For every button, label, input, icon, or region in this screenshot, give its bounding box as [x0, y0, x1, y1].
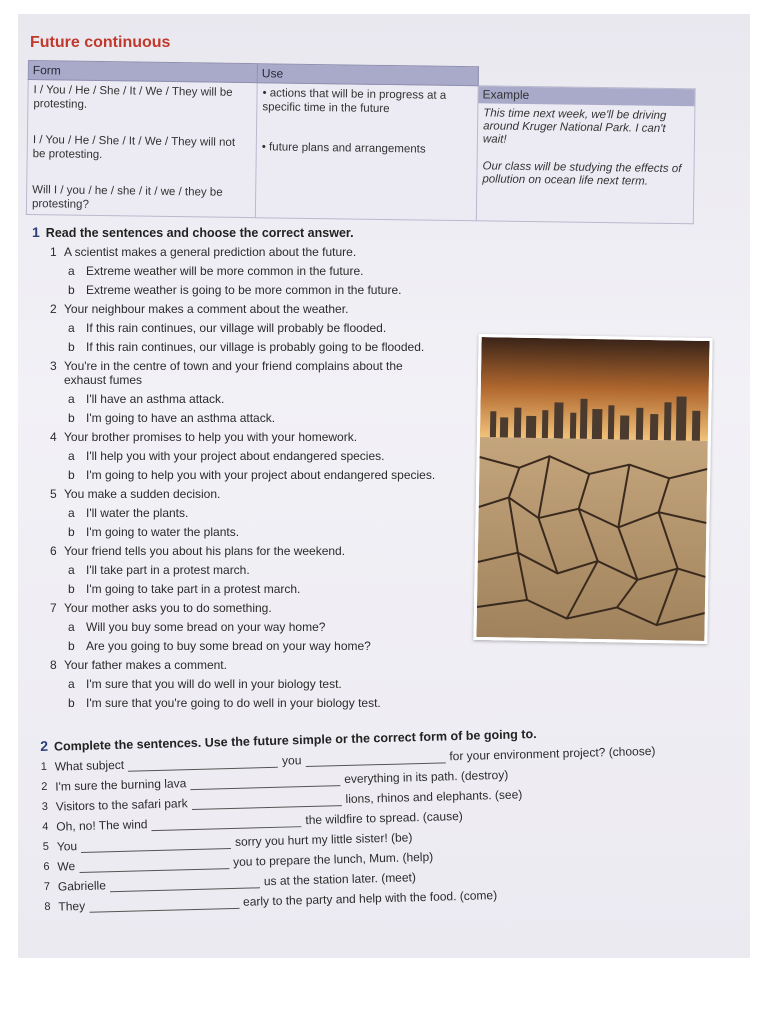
- answer-blank[interactable]: [79, 858, 229, 873]
- answer-blank[interactable]: [151, 816, 301, 831]
- use-header: Use: [257, 64, 478, 86]
- answer-blank[interactable]: [81, 838, 231, 853]
- form-cell: [26, 80, 257, 218]
- answer-blank[interactable]: [110, 877, 260, 892]
- use-1: • actions that will be in progress at a specific time in the future: [262, 87, 447, 116]
- option-a[interactable]: a Extreme weather will be more common in the future.: [68, 264, 364, 278]
- option-b[interactable]: b I'm going to have an asthma attack.: [68, 411, 276, 425]
- answer-blank[interactable]: [128, 757, 278, 772]
- option-b[interactable]: b I'm going to water the plants.: [68, 525, 240, 539]
- example-1: This time next week, we'll be driving around Kruger National Park. I can't wait!: [482, 107, 667, 146]
- fill-line-6: 6 We you to prepare the lunch, Mum. (help): [43, 849, 434, 874]
- question-8: 8 Your father makes a comment. a I'm sure that you will do well in your biology test. b I'm sure that you're going to do well in your biology test.: [32, 658, 492, 710]
- option-a[interactable]: a I'll water the plants.: [68, 506, 189, 520]
- exercise-2-number: 2: [40, 737, 49, 754]
- textbook-page: [18, 14, 750, 958]
- fill-line-5: 5 You sorry you hurt my little sister! (be): [42, 830, 413, 854]
- option-a[interactable]: a I'll have an asthma attack.: [68, 392, 225, 406]
- question-7: 7 Your mother asks you to do something. a Will you buy some bread on your way home? b Are you going to buy some bread on your way home?: [32, 601, 492, 653]
- fill-line-4: 4 Oh, no! The wind the wildfire to spread. (cause): [42, 808, 463, 834]
- example-cell: [476, 86, 695, 224]
- question-6: 6 Your friend tells you about his plans for the weekend. a I'll take part in a protest march. b I'm going to take part in a protest march.: [32, 544, 492, 596]
- fill-line-2: 2 I'm sure the burning lava everything in its path. (destroy): [41, 767, 509, 794]
- option-a[interactable]: a I'm sure that you will do well in your biology test.: [68, 677, 342, 691]
- option-b[interactable]: b I'm going to help you with your project about endangered species.: [68, 468, 436, 482]
- use-2: • future plans and arrangements: [261, 141, 426, 156]
- fill-line-3: 3 Visitors to the safari park lions, rhinos and elephants. (see): [41, 787, 523, 814]
- option-b[interactable]: b Extreme weather is going to be more common in the future.: [68, 283, 402, 297]
- option-a[interactable]: a If this rain continues, our village will probably be flooded.: [68, 321, 387, 335]
- use-cell: [255, 83, 478, 221]
- question-2: 2 Your neighbour makes a comment about the weather. a If this rain continues, our village will probably be flooded. b If this rain continues, our village is probably going to be flooded.: [32, 302, 492, 354]
- answer-blank[interactable]: [191, 795, 341, 810]
- drought-city-photo: [473, 334, 712, 644]
- answer-blank[interactable]: [190, 775, 340, 790]
- option-b[interactable]: b Are you going to buy some bread on your way home?: [68, 639, 371, 653]
- question-4: 4 Your brother promises to help you with your homework. a I'll help you with your project about endangered species. b I'm going to help you with your project about endangered species.: [32, 430, 492, 482]
- option-b[interactable]: b I'm sure that you're going to do well in your biology test.: [68, 696, 381, 710]
- exercise-2-instruction: Complete the sentences. Use the future simple or the correct form of be going to.: [53, 727, 537, 754]
- option-a[interactable]: a Will you buy some bread on your way home?: [68, 620, 326, 634]
- section-title: Future continuous: [30, 34, 171, 51]
- form-negative: I / You / He / She / It / We / They will not be protesting.: [32, 134, 236, 162]
- question-5: 5 You make a sudden decision. a I'll water the plants. b I'm going to water the plants.: [32, 487, 492, 539]
- form-header: Form: [28, 61, 257, 83]
- option-a[interactable]: a I'll take part in a protest march.: [68, 563, 250, 577]
- answer-blank[interactable]: [305, 752, 445, 767]
- exercise-1: [32, 224, 492, 710]
- form-affirmative: I / You / He / She / It / We / They will be protesting.: [33, 84, 233, 111]
- example-2: Our class will be studying the effects of pollution on ocean life next term.: [482, 160, 682, 188]
- question-3: 3 You're in the centre of town and your friend complains about the exhaust fumes a I'll have an asthma attack. b I'm going to have an asthma attack.: [32, 359, 492, 425]
- exercise-1-number: 1: [32, 224, 40, 240]
- option-a[interactable]: a I'll help you with your project about endangered species.: [68, 449, 385, 463]
- exercise-1-instruction: Read the sentences and choose the correct answer.: [45, 226, 354, 240]
- option-b[interactable]: b I'm going to take part in a protest march.: [68, 582, 301, 596]
- question-1: 1 A scientist makes a general prediction about the future. a Extreme weather will be more common in the future. b Extreme weather is going to be more common in the future.: [32, 245, 492, 297]
- drought-city-icon: [476, 337, 709, 641]
- fill-line-7: 7 Gabrielle us at the station later. (meet): [43, 870, 417, 894]
- fill-line-1: 1 What subject you for your environment project? (choose): [40, 743, 656, 774]
- option-b[interactable]: b If this rain continues, our village is probably going to be flooded.: [68, 340, 425, 354]
- form-question: Will I / you / he / she / it / we / they be protesting?: [31, 184, 223, 211]
- exercise-2: [40, 720, 724, 914]
- example-header: Example: [478, 86, 694, 106]
- fill-line-8: 8 They early to the party and help with the food. (come): [44, 888, 498, 914]
- grammar-table: [26, 60, 696, 224]
